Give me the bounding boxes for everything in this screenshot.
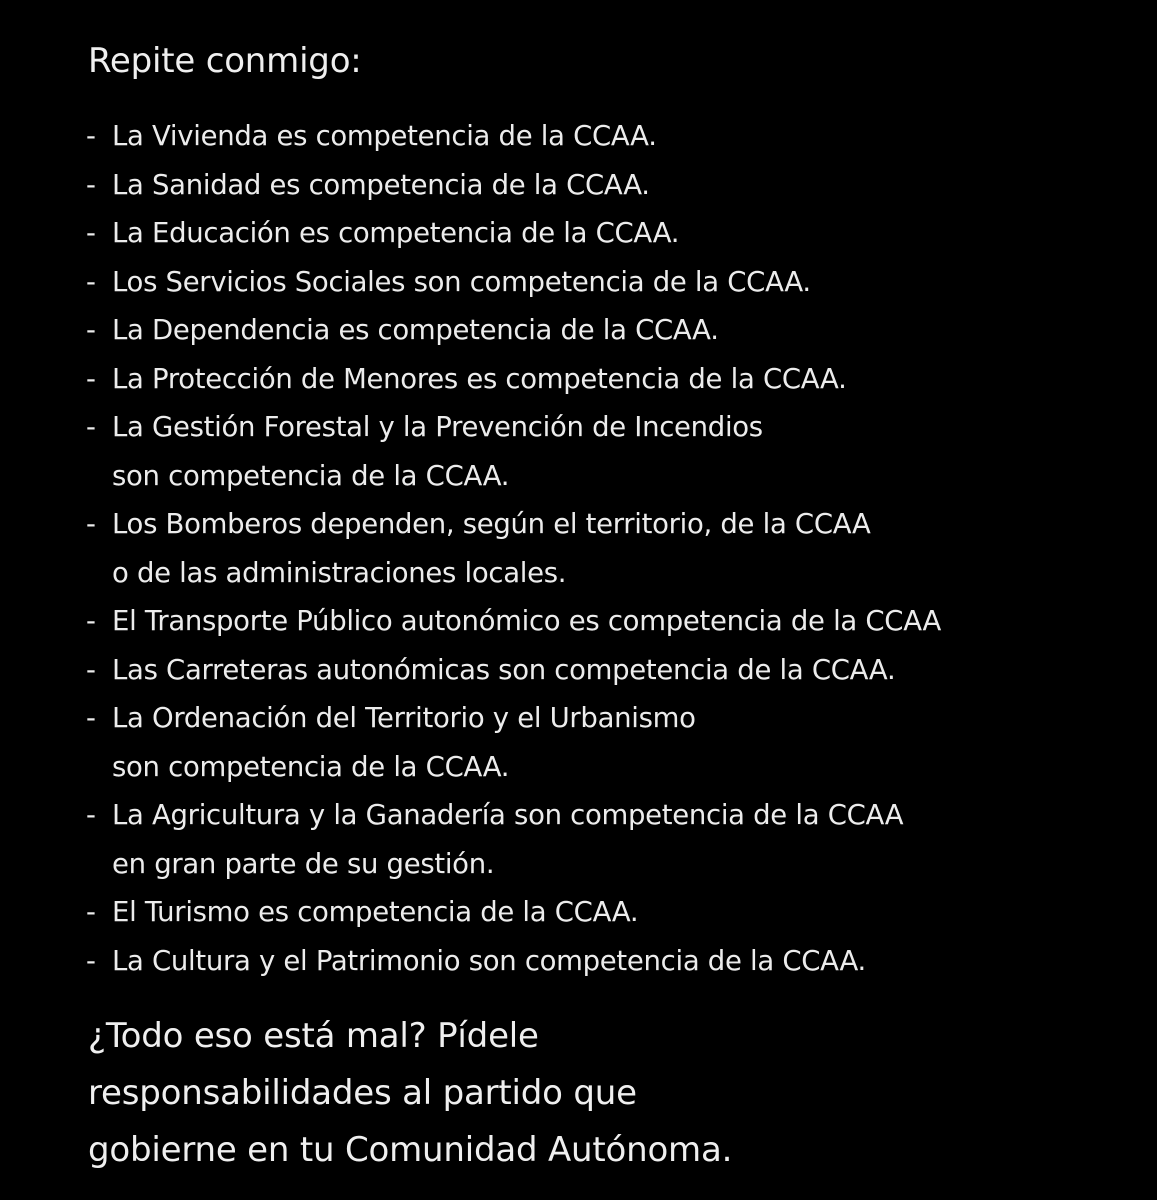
list-item-text: La Gestión Forestal y la Prevención de Incendios	[112, 411, 763, 443]
list-item	[86, 500, 1151, 597]
list-item-text-continued: son competencia de la CCAA.	[112, 459, 510, 492]
list-dash: -	[86, 168, 96, 201]
list-dash: -	[86, 702, 96, 734]
list-item	[86, 597, 1151, 646]
list-dash: -	[86, 411, 96, 443]
list-item-text: Las Carreteras autonómicas son competencia de la CCAA.	[112, 653, 896, 686]
list-item-text: La Protección de Menores es competencia de la CCAA.	[112, 362, 847, 395]
list-item	[86, 161, 1151, 210]
list-item	[86, 355, 1151, 404]
list-item-text: La Educación es competencia de la CCAA.	[112, 217, 680, 249]
list-item-text: Los Servicios Sociales son competencia de la CCAA.	[112, 265, 811, 298]
heading: Repite conmigo:	[88, 41, 362, 81]
list-dash: -	[86, 314, 96, 346]
list-item-text: La Ordenación del Territorio y el Urbanismo	[112, 702, 696, 734]
list-item	[86, 258, 1151, 307]
list-item-text: El Turismo es competencia de la CCAA.	[112, 896, 639, 928]
list-dash: -	[86, 896, 96, 928]
list-dash: -	[86, 799, 96, 831]
list-item	[86, 403, 1151, 500]
list-item	[86, 694, 1151, 791]
closing-line: responsabilidades al partido que	[88, 1073, 637, 1113]
list-dash: -	[86, 944, 96, 977]
list-item-text: La Vivienda es competencia de la CCAA.	[112, 120, 657, 152]
list-dash: -	[86, 362, 96, 395]
list-dash: -	[86, 265, 96, 298]
list-item-text: La Dependencia es competencia de la CCAA.	[112, 314, 719, 346]
list-item	[86, 937, 1151, 986]
closing-statement	[88, 1008, 1148, 1179]
list-item-text: El Transporte Público autonómico es competencia de la CCAA	[112, 605, 941, 637]
list-dash: -	[86, 653, 96, 686]
list-dash: -	[86, 120, 96, 152]
list-item	[86, 112, 1151, 161]
list-dash: -	[86, 605, 96, 637]
list-item-text-continued: en gran parte de su gestión.	[112, 847, 495, 880]
list-item-text: La Cultura y el Patrimonio son competencia de la CCAA.	[112, 944, 866, 977]
list-item-text-continued: son competencia de la CCAA.	[112, 750, 510, 783]
list-dash: -	[86, 217, 96, 249]
list-item-text: La Sanidad es competencia de la CCAA.	[112, 168, 650, 201]
list-item	[86, 306, 1151, 355]
list-dash: -	[86, 508, 96, 540]
list-item-text: La Agricultura y la Ganadería son competencia de la CCAA	[112, 799, 904, 831]
closing-line: ¿Todo eso está mal? Pídele	[88, 1016, 539, 1056]
list-item	[86, 209, 1151, 258]
list-item	[86, 646, 1151, 695]
closing-line: gobierne en tu Comunidad Autónoma.	[88, 1130, 733, 1170]
list-item-text: Los Bomberos dependen, según el territorio, de la CCAA	[112, 508, 871, 540]
competencies-list	[86, 112, 1151, 985]
list-item-text-continued: o de las administraciones locales.	[112, 556, 567, 589]
list-item	[86, 888, 1151, 937]
list-item	[86, 791, 1151, 888]
